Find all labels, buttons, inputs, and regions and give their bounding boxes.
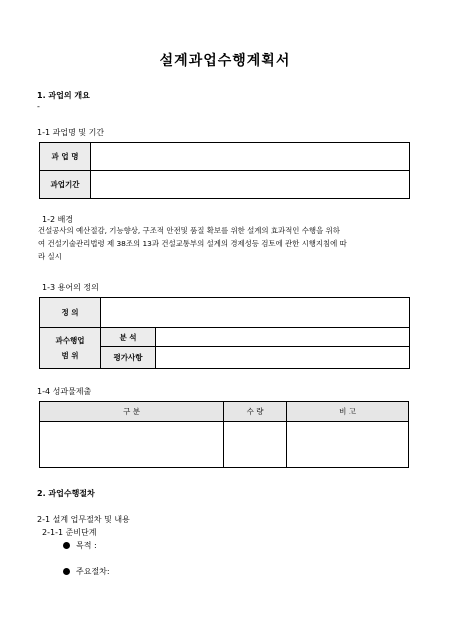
deliverables-col-remarks: 비 고 [287, 402, 409, 422]
section1-heading: 1. 과업의 개요 [37, 91, 90, 100]
deliverables-col-quantity: 수 량 [224, 402, 287, 422]
deliverables-col-category: 구 분 [40, 402, 224, 422]
bullet-main-procedure-text: 주요절차: [76, 567, 110, 576]
background-line-2: 여 건설기술관리법령 제 38조의 13과 건설교통부의 설계의 경제성등 검토에 관한 시행지침에 따 [38, 239, 347, 248]
subsection-1-3-heading: 1-3 용어의 정의 [42, 283, 99, 292]
evaluation-value[interactable] [156, 347, 410, 369]
deliverables-table [39, 401, 409, 468]
background-line-3: 라 실시 [38, 252, 62, 261]
bullet-purpose [63, 540, 97, 551]
bullet-dot-icon [63, 542, 70, 549]
project-name-period-table [39, 142, 410, 199]
subsection-1-1-heading: 1-1 과업명 및 기간 [37, 128, 105, 137]
bullet-dot-icon [63, 568, 70, 575]
deliverables-cell-quantity[interactable] [224, 422, 287, 468]
subsection-2-1-1-heading: 2-1-1 준비단계 [42, 528, 97, 537]
deliverables-cell-category[interactable] [40, 422, 224, 468]
bullet-purpose-text: 목적 : [76, 541, 97, 550]
deliverables-cell-remarks[interactable] [287, 422, 409, 468]
subsection-2-1-heading: 2-1 설계 업무절차 및 내용 [37, 515, 130, 524]
scope-label [40, 328, 101, 369]
scope-label-line2: 범 위 [61, 351, 79, 360]
scope-label-line1: 과수행업 [55, 336, 85, 345]
subsection-1-4-heading: 1-4 성과물제출 [37, 387, 92, 396]
section1-dash: - [37, 102, 40, 111]
evaluation-label: 평가사항 [101, 347, 156, 369]
document-title: 설계과업수행계획서 [159, 53, 291, 69]
background-line-1: 건설공사의 예산절감, 기능향상, 구조적 안전및 품질 확보를 위한 설계의 효과적인 수행을 위하 [38, 226, 340, 235]
analysis-value[interactable] [156, 328, 410, 347]
project-name-label: 과 업 명 [40, 143, 91, 171]
definitions-table [39, 297, 410, 369]
analysis-label: 분 석 [101, 328, 156, 347]
project-name-value[interactable] [91, 143, 410, 171]
bullet-main-procedure [63, 566, 110, 577]
section2-heading: 2. 과업수행절차 [37, 489, 95, 498]
background-paragraph [38, 224, 418, 263]
subsection-1-2-heading: 1-2 배경 [42, 215, 74, 224]
project-period-label: 과업기간 [40, 171, 91, 199]
definition-value[interactable] [101, 298, 410, 328]
definition-label: 정 의 [40, 298, 101, 328]
project-period-value[interactable] [91, 171, 410, 199]
